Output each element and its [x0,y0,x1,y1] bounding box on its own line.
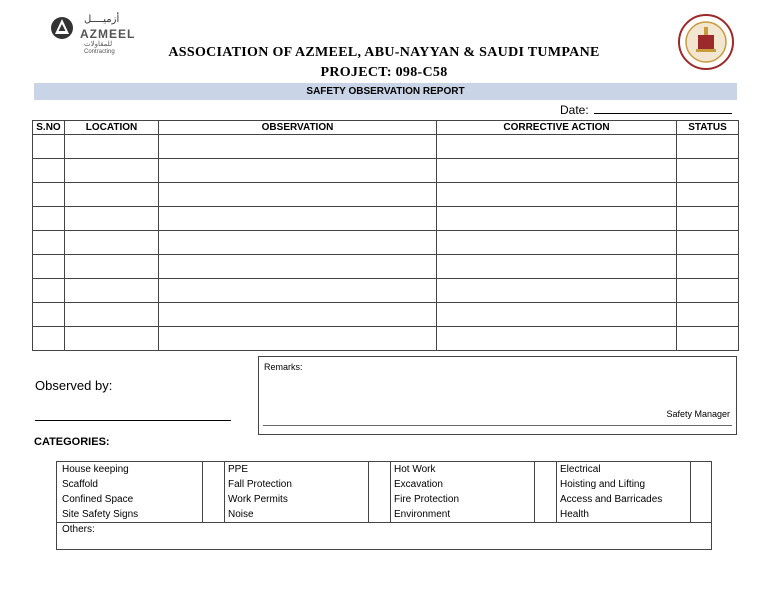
category-item: Scaffold [62,479,98,490]
safety-manager-label: Safety Manager [666,409,730,419]
grid-divider [690,462,691,522]
category-item: Hot Work [394,464,436,475]
cell-observation[interactable] [159,231,437,255]
table-row [33,303,739,327]
date-label: Date: [560,103,589,117]
col-header-location: LOCATION [65,121,159,135]
cell-corrective-action[interactable] [437,279,677,303]
cell-status[interactable] [677,159,739,183]
table-body [33,135,739,351]
seal-emblem [677,13,735,71]
logo-arabic: أزميــــل [84,14,120,25]
category-column-4 [560,462,688,522]
grid-divider [368,462,369,522]
grid-divider [224,462,225,522]
cell-location[interactable] [65,135,159,159]
category-column-3 [394,462,532,522]
table-row [33,279,739,303]
cell-status[interactable] [677,327,739,351]
cell-observation[interactable] [159,159,437,183]
grid-divider [390,462,391,522]
table-row [33,255,739,279]
category-item: Electrical [560,464,601,475]
cell-sno[interactable] [33,159,65,183]
cell-observation[interactable] [159,183,437,207]
cell-corrective-action[interactable] [437,231,677,255]
date-field[interactable] [594,102,732,114]
cell-location[interactable] [65,207,159,231]
observed-by-label: Observed by: [35,378,113,393]
cell-status[interactable] [677,231,739,255]
col-header-sno: S.NO [33,121,65,135]
cell-location[interactable] [65,327,159,351]
cell-observation[interactable] [159,327,437,351]
project-heading: PROJECT: 098-C58 [320,65,448,80]
cell-corrective-action[interactable] [437,135,677,159]
others-label: Others: [62,524,95,535]
category-item: Health [560,509,589,520]
category-column-1 [62,462,200,522]
grid-divider [534,462,535,522]
cell-location[interactable] [65,303,159,327]
cell-status[interactable] [677,207,739,231]
cell-corrective-action[interactable] [437,255,677,279]
cell-observation[interactable] [159,255,437,279]
table-row [33,207,739,231]
cell-corrective-action[interactable] [437,207,677,231]
col-header-observation: OBSERVATION [159,121,437,135]
association-heading: ASSOCIATION OF AZMEEL, ABU-NAYYAN & SAUDI TUMPANE [168,45,600,60]
cell-observation[interactable] [159,303,437,327]
cell-location[interactable] [65,279,159,303]
date-row [560,102,732,117]
cell-sno[interactable] [33,135,65,159]
table-row [33,135,739,159]
cell-sno[interactable] [33,183,65,207]
cell-location[interactable] [65,255,159,279]
cell-sno[interactable] [33,207,65,231]
table-row [33,159,739,183]
observation-table [32,120,739,351]
cell-sno[interactable] [33,327,65,351]
observer-signature-line[interactable] [35,420,231,421]
cell-sno[interactable] [33,231,65,255]
category-column-2 [228,462,366,522]
grid-divider [202,462,203,522]
category-item: Site Safety Signs [62,509,139,520]
report-title: SAFETY OBSERVATION REPORT [34,83,737,100]
category-item: Work Permits [228,494,288,505]
table-row [33,327,739,351]
cell-sno[interactable] [33,303,65,327]
cell-corrective-action[interactable] [437,303,677,327]
category-item: Confined Space [62,494,134,505]
logo-sub: Contracting [84,49,115,55]
cell-corrective-action[interactable] [437,159,677,183]
category-item: PPE [228,464,249,475]
col-header-corrective-action: CORRECTIVE ACTION [437,121,677,135]
category-item: Noise [228,509,254,520]
cell-sno[interactable] [33,279,65,303]
grid-divider [556,462,557,522]
cell-status[interactable] [677,255,739,279]
category-item: Environment [394,509,451,520]
logo-brand: AZMEEL [80,27,136,41]
category-item: Access and Barricades [560,494,663,505]
category-item: Hoisting and Lifting [560,479,646,490]
category-item: Excavation [394,479,443,490]
table-row [33,231,739,255]
cell-observation[interactable] [159,135,437,159]
remarks-box[interactable] [258,356,737,435]
cell-observation[interactable] [159,279,437,303]
cell-status[interactable] [677,279,739,303]
table-header-row [33,121,739,135]
categories-label: CATEGORIES: [34,436,110,448]
cell-status[interactable] [677,135,739,159]
grid-divider [57,522,711,523]
categories-grid [56,461,712,550]
cell-location[interactable] [65,231,159,255]
cell-corrective-action[interactable] [437,183,677,207]
table-row [33,183,739,207]
col-header-status: STATUS [677,121,739,135]
category-item: Fall Protection [228,479,292,490]
cell-sno[interactable] [33,255,65,279]
remarks-label: Remarks: [264,362,303,372]
cell-location[interactable] [65,159,159,183]
manager-signature-line[interactable] [263,425,732,426]
seal-logo [677,13,735,71]
cell-status[interactable] [677,183,739,207]
logo-arabic-sub: للمقاولات [84,41,113,48]
category-item: Fire Protection [394,494,460,505]
category-item: House keeping [62,464,129,475]
cell-status[interactable] [677,303,739,327]
cell-corrective-action[interactable] [437,327,677,351]
cell-observation[interactable] [159,207,437,231]
cell-location[interactable] [65,183,159,207]
